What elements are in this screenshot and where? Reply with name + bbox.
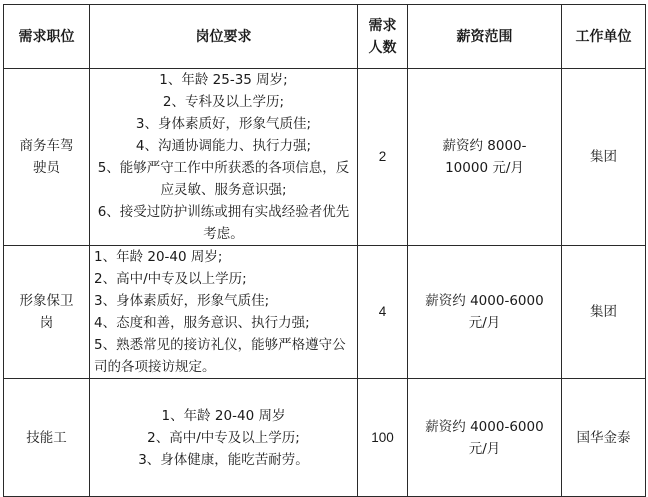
cell-employer: 集团	[562, 246, 646, 379]
cell-requirements	[90, 379, 358, 497]
table-row	[4, 379, 646, 497]
cell-requirements	[90, 246, 358, 379]
cell-employer: 国华金泰	[562, 379, 646, 497]
header-headcount-line2: 人数	[368, 39, 397, 56]
requirements-list	[94, 246, 353, 378]
cell-position: 商务车驾驶员	[4, 69, 90, 246]
cell-headcount: 4	[358, 246, 408, 379]
cell-position: 技能工	[4, 379, 90, 497]
table-header-row	[4, 5, 646, 69]
cell-headcount: 2	[358, 69, 408, 246]
cell-salary: 薪资约 4000-6000 元/月	[408, 379, 562, 497]
table-row	[4, 246, 646, 379]
requirement-item: 5、能够严守工作中所获悉的各项信息，反应灵敏、服务意识强;	[97, 160, 350, 198]
requirement-item: 6、接受过防护训练或拥有实战经验者优先考虑。	[97, 204, 350, 242]
requirement-item: 3、身体健康，能吃苦耐劳。	[138, 451, 309, 468]
cell-employer: 集团	[562, 69, 646, 246]
requirement-item: 3、身体素质好，形象气质佳;	[135, 116, 312, 132]
header-employer: 工作单位	[562, 5, 646, 69]
requirement-item: 1、年龄 20-40 周岁;	[94, 249, 223, 265]
header-headcount-line1: 需求	[368, 17, 397, 34]
requirement-item: 2、高中/中专及以上学历;	[94, 271, 247, 287]
cell-requirements	[90, 69, 358, 246]
requirement-item: 4、沟通协调能力、执行力强;	[135, 138, 312, 154]
requirement-item: 3、身体素质好，形象气质佳;	[94, 293, 270, 309]
cell-salary: 薪资约 8000-10000 元/月	[408, 69, 562, 246]
requirements-list	[94, 405, 353, 471]
cell-headcount: 100	[358, 379, 408, 497]
cell-salary: 薪资约 4000-6000 元/月	[408, 246, 562, 379]
requirements-list	[94, 69, 353, 245]
requirement-item: 5、熟悉常见的接访礼仪，能够严格遵守公司的各项接访规定。	[94, 337, 346, 375]
header-salary: 薪资范围	[408, 5, 562, 69]
requirement-item: 1、年龄 20-40 周岁	[161, 407, 286, 424]
cell-position: 形象保卫岗	[4, 246, 90, 379]
requirement-item: 1、年龄 25-35 周岁;	[159, 72, 288, 88]
recruitment-table	[3, 4, 646, 497]
header-requirements: 岗位要求	[90, 5, 358, 69]
header-headcount	[358, 5, 408, 69]
requirement-item: 2、高中/中专及以上学历;	[147, 429, 300, 446]
header-position: 需求职位	[4, 5, 90, 69]
table-row	[4, 69, 646, 246]
requirement-item: 2、专科及以上学历;	[162, 94, 285, 110]
requirement-item: 4、态度和善，服务意识、执行力强;	[94, 315, 310, 331]
